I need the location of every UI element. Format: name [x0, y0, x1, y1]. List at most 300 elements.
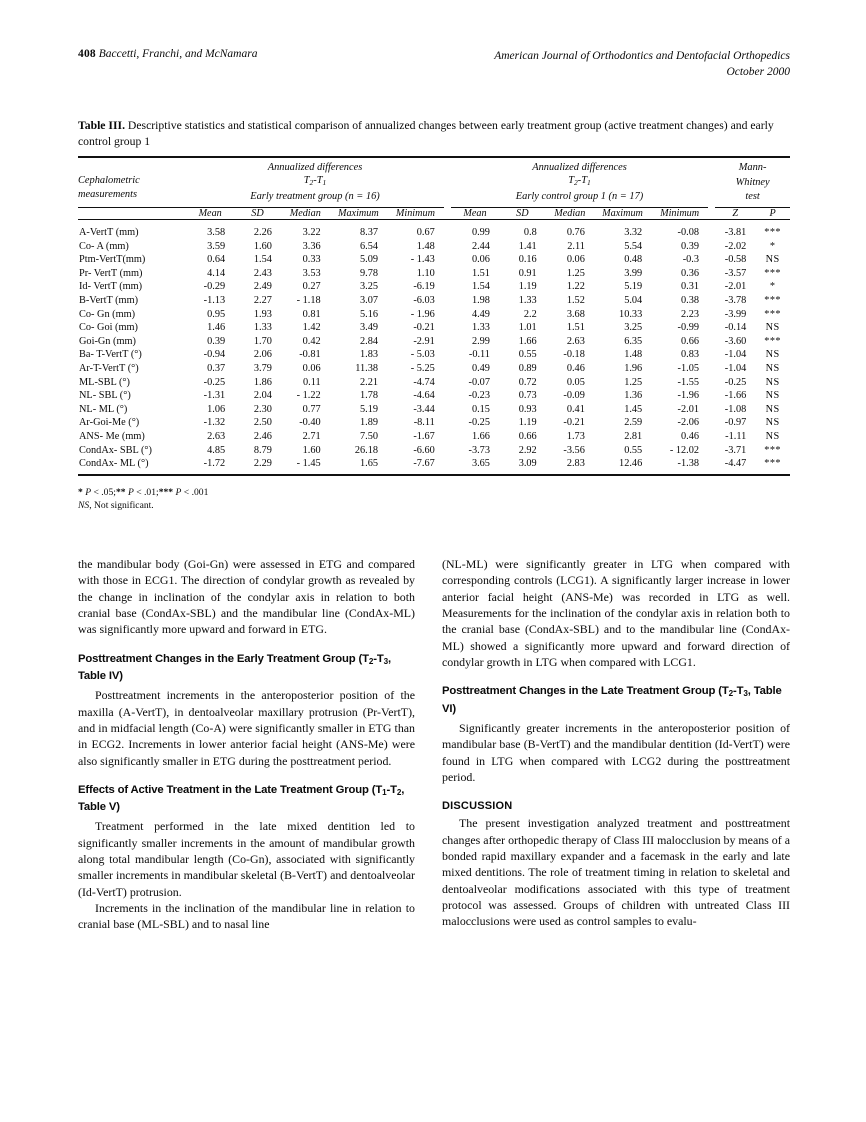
cell-t-sd: 2.50 — [253, 417, 272, 429]
cell-t-min: - 5.25 — [410, 363, 435, 375]
subheader-c-minimum: Minimum — [660, 208, 700, 220]
table-iii-block — [78, 118, 790, 512]
cell-c-min: -0.3 — [682, 254, 699, 266]
running-head-author-names: Baccetti, Franchi, and McNamara — [98, 48, 258, 60]
subheader-t-median: Median — [289, 208, 321, 220]
cell-t-median: 0.06 — [302, 363, 321, 375]
cell-c-median: 2.11 — [567, 240, 585, 252]
row-measurement-label: Goi-Gn (mm) — [79, 335, 136, 347]
table-row — [78, 267, 790, 281]
cell-t-sd: 2.27 — [253, 295, 272, 307]
cell-c-median: 2.63 — [566, 335, 585, 347]
cell-t-sd: 1.70 — [253, 335, 272, 347]
group1-header-line2: $T_2-T_1$ — [303, 175, 327, 188]
cell-c-median: 0.76 — [566, 227, 585, 239]
row-measurement-label: Ar-T-VertT (°) — [79, 363, 139, 375]
cell-c-sd: 0.55 — [518, 349, 537, 361]
table-row — [78, 416, 790, 430]
left-heading2-text3: , Table V) — [78, 783, 405, 814]
cell-t-median: 0.33 — [302, 254, 321, 266]
cell-t-sd: 2.49 — [253, 281, 272, 293]
column-gap — [708, 280, 715, 294]
cell-c-sd: 2.2 — [523, 308, 537, 320]
row-measurement-label: Ar-Goi-Me (°) — [79, 417, 140, 429]
cell-t-max: 3.07 — [360, 295, 379, 307]
cell-t-mean: -1.32 — [203, 417, 226, 429]
left-heading1-sub1: 2 — [368, 656, 374, 666]
column-gap — [444, 457, 451, 471]
cell-t-median: 0.42 — [302, 335, 321, 347]
cell-t-min: -7.67 — [413, 458, 435, 470]
cell-t-median: - 1.45 — [296, 458, 321, 470]
cell-c-min: 0.39 — [680, 240, 699, 252]
cell-z: -3.78 — [724, 295, 747, 307]
cell-t-max: 5.19 — [360, 403, 379, 415]
cell-t-mean: 2.63 — [207, 430, 226, 442]
table-row — [78, 430, 790, 444]
table-row — [78, 294, 790, 308]
left-heading2-text1: Effects of Active Treatment in the Late Treatment Group (T — [78, 783, 383, 796]
row-measurement-label: Co- Gn (mm) — [79, 308, 136, 320]
cell-c-mean: 0.49 — [471, 363, 490, 375]
cell-c-median: 1.51 — [566, 322, 585, 334]
cell-t-sd: 2.29 — [253, 458, 272, 470]
cell-p: *** — [764, 458, 781, 470]
cell-c-sd: 0.72 — [518, 376, 537, 388]
left-heading1-text1: Posttreatment Changes in the Early Treatment Group (T — [78, 652, 369, 665]
left-heading-posttreatment-early — [78, 652, 415, 684]
cell-c-mean: -0.25 — [468, 417, 490, 429]
cell-c-sd: 0.16 — [518, 254, 537, 266]
row-measurement-label: Pr- VertT (mm) — [79, 267, 143, 279]
cell-p: *** — [764, 335, 781, 347]
cell-c-min: -0.08 — [677, 227, 699, 239]
cell-c-median: 0.05 — [566, 376, 585, 388]
group1-header-line3: Early treatment group (n = 16) — [250, 190, 380, 202]
column-gap — [708, 362, 715, 376]
cell-c-max: 1.48 — [624, 349, 643, 361]
column-gap — [444, 444, 451, 458]
cell-c-sd: 1.66 — [518, 335, 537, 347]
cell-t-max: 3.49 — [360, 322, 379, 334]
row-measurement-label: CondAx- ML (°) — [79, 458, 149, 470]
footnote-ns-label: NS — [78, 499, 90, 511]
cell-t-max: 1.78 — [360, 390, 379, 402]
cell-z: -3.71 — [724, 444, 747, 456]
running-head — [78, 48, 790, 88]
cell-t-mean: 1.06 — [207, 403, 226, 415]
right-heading1-text1: Posttreatment Changes in the Late Treatment Group (T — [442, 685, 729, 698]
cell-t-mean: -1.31 — [203, 390, 226, 402]
column-gap — [444, 280, 451, 294]
cell-c-min: 0.36 — [680, 267, 699, 279]
column-gap — [444, 335, 451, 349]
cell-c-max: 5.04 — [624, 295, 643, 307]
table-footnotes — [78, 486, 790, 512]
cell-c-max: 3.99 — [624, 267, 643, 279]
cell-c-sd: 3.09 — [518, 458, 537, 470]
column-gap — [444, 389, 451, 403]
cell-c-min: -2.06 — [677, 417, 699, 429]
cell-t-max: 2.21 — [360, 376, 379, 388]
table-row — [78, 308, 790, 322]
cell-c-sd: 1.19 — [518, 417, 537, 429]
table-subheader-row — [78, 208, 790, 220]
subheader-t-minimum: Minimum — [395, 208, 435, 220]
body-column-left — [78, 556, 415, 933]
subheader-c-maximum: Maximum — [602, 208, 643, 220]
cell-p: *** — [764, 267, 781, 279]
table-caption — [78, 118, 778, 149]
cell-t-median: 0.77 — [302, 403, 321, 415]
cell-t-median: 2.71 — [302, 430, 321, 442]
cell-c-max: 6.35 — [624, 335, 643, 347]
footnote-significance: * P < .05;** P < .01;*** P < .001 — [78, 486, 209, 498]
cell-t-min: 1.10 — [416, 267, 435, 279]
column-gap — [708, 253, 715, 267]
cell-c-min: -1.96 — [677, 390, 699, 402]
table-row — [78, 335, 790, 349]
left-paragraph-continued: the mandibular body (Goi-Gn) were assessed in ETG and compared with those in ECG1. The direction of condylar growth as revealed by the change in inclination of the condylar axis in relation to both cranial base (CondAx-SBL) and the mandibular line (CondAx-ML) was significantly more upward and forward in ETG. — [78, 557, 415, 637]
cell-t-min: -8.11 — [413, 417, 435, 429]
column-gap — [444, 267, 451, 281]
column-gap — [444, 416, 451, 430]
cell-z: -3.81 — [724, 227, 747, 239]
table-row — [78, 389, 790, 403]
right-heading1-sub2: 3 — [743, 689, 748, 699]
table-group-header-row-1 — [78, 161, 790, 174]
column-gap — [444, 430, 451, 444]
cell-c-mean: 3.65 — [471, 458, 490, 470]
cell-c-median: 2.83 — [566, 458, 585, 470]
row-measurement-label: NL- SBL (°) — [79, 390, 131, 402]
cell-c-min: -1.55 — [677, 376, 699, 388]
cell-t-mean: -1.13 — [203, 295, 226, 307]
table-iii — [78, 156, 790, 479]
cell-t-min: -0.21 — [413, 322, 435, 334]
column-gap — [708, 430, 715, 444]
cell-c-sd: 0.89 — [518, 363, 537, 375]
cell-t-max: 5.16 — [360, 308, 379, 320]
cell-c-max: 5.54 — [624, 240, 643, 252]
cell-c-mean: 0.15 — [471, 403, 490, 415]
cell-z: -3.60 — [724, 335, 747, 347]
table-row — [78, 403, 790, 417]
cell-c-min: -2.01 — [677, 403, 699, 415]
subheader-c-sd: SD — [516, 208, 529, 220]
group2-header-line3: Early control group 1 (n = 17) — [515, 190, 644, 202]
table-row — [78, 348, 790, 362]
cell-t-max: 7.50 — [360, 430, 379, 442]
cell-t-mean: 3.59 — [207, 240, 226, 252]
column-gap — [708, 240, 715, 254]
group2-header-line1: Annualized differences — [532, 162, 627, 173]
table-row — [78, 457, 790, 471]
footnote-ns-text: , Not significant. — [89, 499, 154, 511]
left-heading1-text3: , Table IV) — [78, 652, 391, 682]
running-head-authors — [78, 48, 257, 60]
cell-z: -1.11 — [725, 430, 747, 442]
cell-c-median: -0.09 — [563, 390, 585, 402]
column-gap — [444, 362, 451, 376]
column-gap — [708, 444, 715, 458]
cell-c-sd: 0.66 — [518, 430, 537, 442]
running-head-journal — [494, 48, 790, 80]
subheader-t-mean: Mean — [198, 208, 222, 220]
cell-c-median: 1.22 — [566, 281, 585, 293]
table-row — [78, 376, 790, 390]
column-gap — [708, 294, 715, 308]
cell-t-min: -2.91 — [413, 335, 435, 347]
cell-t-sd: 2.43 — [253, 267, 272, 279]
cell-t-min: 1.48 — [416, 240, 435, 252]
cell-t-max: 5.09 — [360, 254, 379, 266]
table-label: Table III. — [78, 119, 125, 132]
cell-c-mean: 1.51 — [471, 267, 490, 279]
column-gap — [444, 308, 451, 322]
row-measurement-label: ML-SBL (°) — [79, 376, 130, 388]
cell-z: -2.02 — [724, 240, 747, 252]
subheader-t-sd: SD — [251, 208, 264, 220]
cell-p: NS — [765, 430, 780, 442]
stub-header — [78, 161, 186, 203]
column-gap — [708, 403, 715, 417]
cell-c-mean: 4.49 — [471, 308, 490, 320]
column-gap — [708, 389, 715, 403]
right-heading1-text2: -T — [732, 685, 744, 698]
cell-c-median: -3.56 — [563, 444, 585, 456]
cell-t-mean: 3.58 — [207, 227, 226, 239]
cell-c-max: 5.19 — [624, 281, 643, 293]
cell-c-max: 1.45 — [624, 403, 643, 415]
cell-t-min: -4.64 — [413, 390, 435, 402]
cell-t-sd: 8.79 — [253, 444, 272, 456]
cell-p: NS — [765, 254, 780, 266]
left-heading2-sub1: 1 — [382, 787, 387, 797]
cell-c-mean: -3.73 — [468, 444, 490, 456]
cell-t-sd: 2.46 — [253, 430, 272, 442]
cell-t-mean: -1.72 — [203, 458, 226, 470]
cell-c-sd: 0.91 — [518, 267, 537, 279]
cell-t-sd: 2.06 — [253, 349, 272, 361]
cell-c-median: 3.68 — [566, 308, 585, 320]
cell-z: -1.08 — [724, 403, 747, 415]
right-heading-discussion: DISCUSSION — [442, 800, 513, 813]
left-paragraph-2: Treatment performed in the late mixed dentition led to significantly smaller increments in the amount of mandibular growth along total mandibular length (Co-Gn), associated with significantly smaller increments in mandibular skeletal (B-VertT) and dentoalveolar (Id-VertT) protrusion. — [78, 819, 415, 899]
cell-t-max: 8.37 — [360, 227, 379, 239]
cell-c-mean: 1.66 — [471, 430, 490, 442]
group3-header-line2: Whitney — [735, 177, 770, 189]
cell-c-sd: 1.41 — [518, 240, 537, 252]
cell-t-sd: 1.33 — [253, 322, 272, 334]
cell-c-sd: 0.93 — [518, 403, 537, 415]
cell-c-median: 0.46 — [566, 363, 585, 375]
cell-t-mean: 0.39 — [207, 335, 226, 347]
right-heading1-sub1: 2 — [728, 689, 733, 699]
column-gap — [708, 321, 715, 335]
cell-p: *** — [764, 295, 781, 307]
column-gap — [444, 253, 451, 267]
cell-c-max: 2.81 — [624, 430, 643, 442]
table-row — [78, 240, 790, 254]
cell-c-median: 1.73 — [566, 430, 585, 442]
cell-p: *** — [764, 227, 781, 239]
cell-c-sd: 0.8 — [523, 227, 537, 239]
cell-p: NS — [765, 390, 780, 402]
body-column-right — [442, 556, 790, 930]
row-measurement-label: B-VertT (mm) — [79, 295, 139, 307]
cell-t-mean: -0.94 — [203, 349, 226, 361]
table-row — [78, 362, 790, 376]
row-measurement-label: Co- A (mm) — [79, 240, 129, 252]
cell-p: NS — [765, 322, 780, 334]
cell-t-min: -1.67 — [413, 430, 435, 442]
cell-t-max: 6.54 — [360, 240, 379, 252]
cell-t-median: -0.81 — [299, 349, 321, 361]
cell-c-max: 0.48 — [624, 254, 643, 266]
cell-c-max: 2.59 — [624, 417, 643, 429]
cell-t-mean: 0.37 — [207, 363, 226, 375]
cell-p: NS — [765, 417, 780, 429]
cell-c-min: 0.38 — [680, 295, 699, 307]
column-gap — [708, 267, 715, 281]
cell-t-median: 1.42 — [302, 322, 321, 334]
cell-t-mean: -0.25 — [203, 376, 226, 388]
cell-z: -1.04 — [724, 349, 747, 361]
row-measurement-label: CondAx- SBL (°) — [79, 444, 152, 456]
cell-t-sd: 1.60 — [253, 240, 272, 252]
cell-c-mean: 1.98 — [471, 295, 490, 307]
cell-t-max: 1.83 — [360, 349, 379, 361]
cell-z: -0.97 — [724, 417, 747, 429]
table-caption-text: Descriptive statistics and statistical comparison of annualized changes between early treatment group (active treatment changes) and early control group 1 — [78, 119, 774, 148]
subheader-p: P — [769, 208, 776, 220]
cell-t-median: - 1.18 — [296, 295, 321, 307]
cell-t-min: -6.60 — [413, 444, 435, 456]
cell-c-mean: 0.99 — [471, 227, 490, 239]
right-paragraph-continued: (NL-ML) were significantly greater in LTG when compared with corresponding controls (LCG1). A significantly larger increase in lower anterior facial height (ANS-Me) was recorded in LTG as well. Measurements for the inclination of the condylar axis in relation both to the cranial base (CondAx-SBL) and to the mandibular line (CondAx-ML) showed a significantly more upward and forward direction of condylar growth in LTG when compared with LCG1. — [442, 557, 790, 670]
cell-c-mean: -0.23 — [468, 390, 490, 402]
cell-c-max: 1.96 — [624, 363, 643, 375]
cell-p: *** — [764, 308, 781, 320]
cell-c-median: -0.18 — [563, 349, 585, 361]
row-measurement-label: Co- Goi (mm) — [79, 322, 138, 334]
cell-t-max: 3.25 — [360, 281, 379, 293]
cell-c-sd: 1.01 — [518, 322, 537, 334]
column-gap — [444, 240, 451, 254]
cell-t-mean: 4.14 — [207, 267, 226, 279]
cell-c-median: 0.06 — [566, 254, 585, 266]
row-measurement-label: ANS- Me (mm) — [79, 430, 145, 442]
column-gap — [444, 376, 451, 390]
column-gap — [444, 321, 451, 335]
stub-header-line1: Cephalometric — [78, 175, 140, 187]
cell-c-max: 10.33 — [619, 308, 643, 320]
cell-c-max: 3.25 — [624, 322, 643, 334]
left-paragraph-1: Posttreatment increments in the anteroposterior position of the maxilla (A-VertT), in dentoalveolar maxillary protrusion (Pr-VertT), and in midfacial length (Co-A) were significantly smaller in ETG than in ECG2. Increments in lower anterior facial height (ANS-Me) were also significantly smaller in ETG during the posttreatment period. — [78, 688, 415, 768]
left-heading2-sub2: 2 — [396, 787, 402, 797]
column-gap — [708, 416, 715, 430]
left-heading-active-late — [78, 783, 415, 815]
row-measurement-label: Id- VertT (mm) — [79, 281, 143, 293]
cell-t-min: - 5.03 — [410, 349, 435, 361]
subheader-c-median: Median — [554, 208, 586, 220]
cell-t-sd: 1.93 — [253, 308, 272, 320]
column-gap — [444, 403, 451, 417]
cell-p: NS — [765, 363, 780, 375]
cell-t-min: - 1.43 — [410, 254, 435, 266]
journal-issue-date: October 2000 — [726, 66, 790, 78]
right-paragraph-1: Significantly greater increments in the anteroposterior position of mandibular base (B-VertT) and the mandibular dentition (Id-VertT) were found in LTG when compared with LCG2 during the posttreatment period. — [442, 720, 790, 784]
cell-t-median: 1.60 — [302, 444, 321, 456]
cell-p: *** — [764, 444, 781, 456]
cell-c-median: 1.25 — [566, 267, 585, 279]
cell-z: -3.57 — [724, 267, 747, 279]
column-gap — [708, 335, 715, 349]
cell-t-mean: 1.46 — [207, 322, 226, 334]
cell-t-sd: 2.26 — [253, 227, 272, 239]
left-heading2-text2: -T — [386, 783, 397, 796]
column-gap — [708, 348, 715, 362]
cell-p: * — [769, 281, 776, 293]
cell-c-median: -0.21 — [563, 417, 585, 429]
cell-t-sd: 2.04 — [253, 390, 272, 402]
cell-t-sd: 1.54 — [253, 254, 272, 266]
table-row — [78, 321, 790, 335]
row-measurement-label: Ptm-VertT(mm) — [79, 254, 146, 266]
cell-c-min: 0.31 — [680, 281, 699, 293]
cell-t-max: 26.18 — [354, 444, 379, 456]
cell-t-mean: 0.95 — [207, 308, 226, 320]
cell-t-min: -4.74 — [413, 376, 435, 388]
cell-z: -3.99 — [724, 308, 747, 320]
cell-t-max: 2.84 — [360, 335, 379, 347]
cell-c-sd: 1.33 — [518, 295, 537, 307]
row-measurement-label: Ba- T-VertT (°) — [79, 349, 142, 361]
left-heading1-text2: -T — [373, 652, 384, 665]
right-heading-posttreatment-late — [442, 684, 790, 716]
cell-t-min: - 1.96 — [410, 308, 435, 320]
column-gap — [444, 294, 451, 308]
column-gap — [708, 226, 715, 240]
cell-c-min: 2.23 — [680, 308, 699, 320]
cell-t-sd: 2.30 — [253, 403, 272, 415]
cell-c-sd: 1.19 — [518, 281, 537, 293]
group1-header-line1: Annualized differences — [267, 162, 363, 173]
group3-header-line1: Mann- — [738, 162, 767, 173]
cell-t-max: 1.65 — [360, 458, 379, 470]
cell-c-mean: 2.44 — [471, 240, 490, 252]
cell-c-max: 1.36 — [624, 390, 643, 402]
cell-c-mean: -0.11 — [468, 349, 490, 361]
footnote-ns — [78, 499, 790, 512]
row-measurement-label: NL- ML (°) — [79, 403, 128, 415]
cell-t-max: 11.38 — [355, 363, 379, 375]
cell-t-median: 3.36 — [302, 240, 321, 252]
cell-c-max: 1.25 — [624, 376, 643, 388]
table-row — [78, 253, 790, 267]
cell-c-min: -1.05 — [677, 363, 699, 375]
cell-c-median: 0.41 — [566, 403, 585, 415]
column-gap — [444, 348, 451, 362]
table-bottom-rule — [78, 475, 790, 479]
cell-c-mean: 0.06 — [471, 254, 490, 266]
cell-t-min: -6.03 — [413, 295, 435, 307]
cell-p: NS — [765, 349, 780, 361]
cell-c-mean: -0.07 — [468, 376, 490, 388]
column-gap — [708, 376, 715, 390]
table-row — [78, 226, 790, 240]
